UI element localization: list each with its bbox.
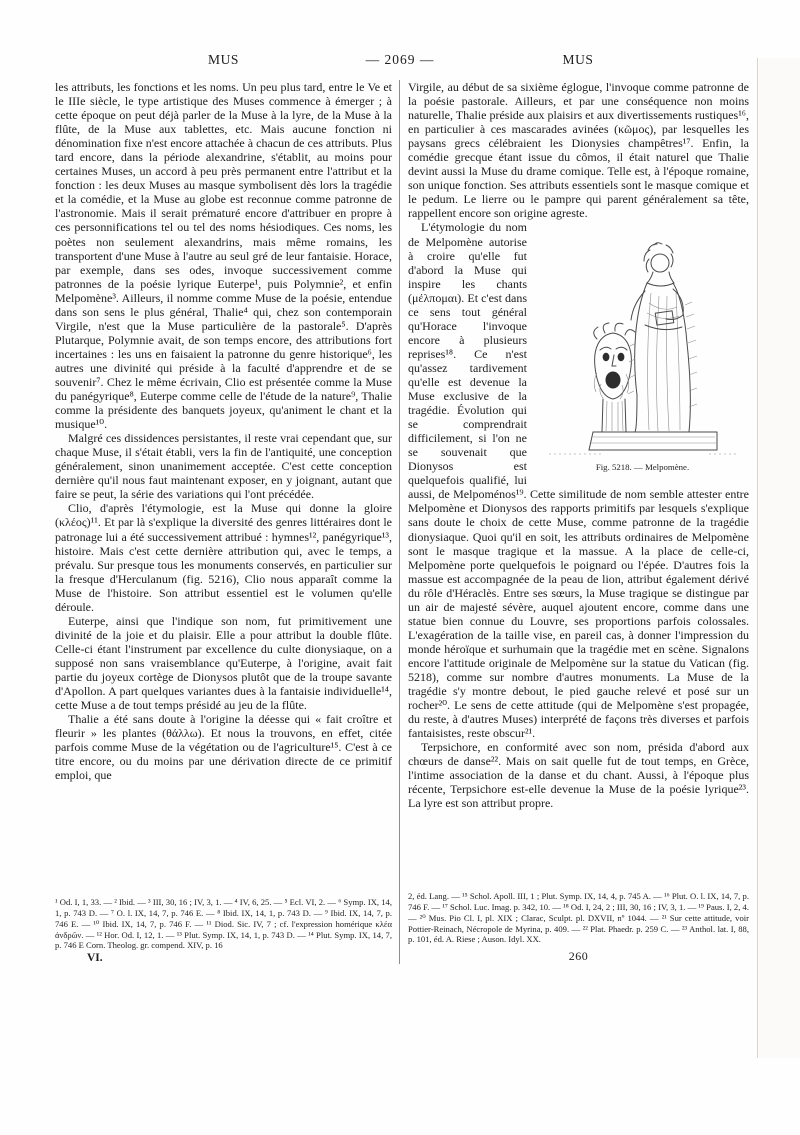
sheet-number: 260	[568, 949, 589, 963]
left-column-text	[55, 80, 392, 782]
figure-melpomene	[536, 233, 749, 472]
header-page-number: — 2069 —	[365, 52, 435, 67]
right-column-text	[408, 80, 749, 810]
paragraph: les attributs, les fonctions et les noms. Un peu plus tard, entre le Ve et le IIIe siècle, le type artistique des Muses commence à émerger ; à cette époque on peut déjà parler de la Muse à la lyre, de la Muse à la flûte, de la Muse aux tablettes, etc. Mais aucune fonction ni dénomination fixe n'est encore attachée à chacun de ces attributs. Plus tard encore, dans la période alexandrine, s'établit, au moins pour certaines Muses, un accord à peu près permanent entre l'attribut et la fonction : les deux Muses au masque symbolisent dès lors la tragédie et la comédie, et la Muse au globe est reconnue comme patronne de l'astronomie. Mais il serait prématuré encore d'attribuer en propre à ces personnifications tel ou tel des noms hésiodiques. Ces noms, les poètes non seulement alexandrins, mais même romains, les transportent d'une Muse à l'autre au seul gré de leur fantaisie. Horace, par exemple, dans ses odes, invoque successivement comme patronnes de la poésie lyrique Euterpe¹, puis Polymnie², et enfin Melpomène³. Ailleurs, il nomme comme Muse de la poésie, entendue dans son sens le plus général, Thalie⁴ qui, chez son contemporain Virgile, n'est que la Muse particulière de la pastorale⁵. D'après Plutarque, Polymnie avait, de son temps encore, des attributions fort incertaines : les uns en faisaient la patronne du genre historique⁶, les autres une divinité qui préside à la faculté d'apprendre et de se souvenir⁷. Chez le même écrivain, Clio est présentée comme la Muse du panégyrique⁸, Euterpe comme celle de l'étude de la nature⁹, Thalie comme la présidente des banquets joyeux, qu'animent le chant et la musique¹⁰.	[55, 80, 392, 432]
left-column	[55, 80, 392, 964]
figure-caption: Fig. 5218. — Melpomène.	[595, 462, 690, 473]
paragraph-with-figure	[408, 220, 749, 740]
paragraph-text: L'étymologie du nom de Melpomène autorise à croire qu'elle fut d'abord la Muse qui inspire les chants (μέλπομαι). Et c'est dans ce sens tout général qu'Horace l'invoque encore à plusieurs reprises¹⁸. Ce n'est qu'assez tardivement qu'elle est devenue la Muse exclusive de la tragédie. Évolution qui se comprendrait difficilement, si l'on ne se souvenait que Dionysos est quelquefois qualifié, lui aussi, de Melpoménos¹⁹. Cette similitude de nom semble attester entre Melpomène et Dionysos des rapports primitifs par lesquels s'explique sans doute le choix de cette Muse, comme patronne de la tragédie dionysiaque. Quoi qu'il en soit, les attributs ordinaires de Melpomène sont le masque tragique et la massue. A la place de celle-ci, Melpomène porte quelquefois le poignard ou l'épée. D'autres fois la massue est accompagnée de la peau de lion, attribut également dérivé du rôle d'Héraclès. Entre ses sœurs, la Muse tragique se distingue par un air de majesté sévère, auquel ajoutent encore, comme dans une statue bien connue du Louvre, ses proportions parfois colossales. L'exagération de la taille vise, en pareil cas, à donner l'impression du monde héroïque et surhumain que la tragédie met en scène. Signalons encore l'attitude originale de Melpomène sur la statue du Vatican (fig. 5218), comme sur nombre d'autres monuments. La Muse de la tragédie s'y montre debout, le pied gauche relevé et posé sur un rocher²⁰. Le sens de cette attitude (qui de Melpomène s'est propagée, du reste, à d'autres Muses) interprété de façons très diverses et parfois fantaisistes, reste obscur²¹.	[408, 220, 749, 741]
paragraph: Malgré ces dissidences persistantes, il reste vrai cependant que, sur chaque Muse, il s'était établi, vers la fin de l'antiquité, une conception généralement, sinon unanimement acceptée. C'est cette conception dernière qu'il nous faut maintenant exposer, en y joignant, autant que faire se peut, la série des variations qui l'ont précédée.	[55, 431, 392, 502]
column-divider-rule	[399, 80, 400, 964]
page-edge-line	[757, 58, 758, 1058]
volume-signature: VI.	[87, 952, 103, 964]
footnotes-left: ¹ Od. I, 1, 33. — ² Ibid. — ³ III, 30, 16 ; IV, 3, 1. — ⁴ IV, 6, 25. — ⁵ Ecl. VI, 2. — ⁶ Symp. IX, 14, 1, p. 743 D. — ⁷ O. l. IX, 14, 7, p. 746 E. — ⁸ Ibid. IX, 14, 1, p. 743 D. — ⁹ Ibid. IX, 14, 7, p. 746 E. — ¹⁰ Ibid. IX, 14, 7, p. 746 F. — ¹¹ Diod. Sic. IV, 7 ; cf. l'expression homérique κλέα ἀνδρῶν. — ¹² Hor. Od. I, 12, 1. — ¹³ Plut. Symp. IX, 14, 1, p. 743 D. — ¹⁴ Plut. Symp. IX, 14, 7, p. 746 E Corn. Theolog. gr. compend. XIV, p. 16	[55, 897, 392, 951]
melpomene-statue-illustration	[539, 233, 747, 457]
paragraph: Euterpe, ainsi que l'indique son nom, fut primitivement une divinité de la joie et du plaisir. Elle a pour attribut la double flûte. Celle-ci étant l'instrument par excellence du culte dionysiaque, on a supposé non sans vraisemblance qu'Euterpe, à l'origine, avait fait partie du joyeux cortège de Dionysos plutôt que de la troupe savante d'Apollon. A part quelques variantes dues à la fantaisie individuelle¹⁴, cette Muse a de tout temps présidé au jeu de la flûte.	[55, 613, 392, 713]
paragraph: Terpsichore, en conformité avec son nom, présida d'abord aux chœurs de danse²². Mais on sait quelle fut de tout temps, en Grèce, l'intime association de la danse et du chant. Aussi, à l'époque plus récente, Terpsichore est-elle devenue la Muse de la poésie lyrique²³. La lyre est son attribut propre.	[408, 740, 749, 811]
running-header	[0, 52, 800, 72]
paragraph: Thalie a été sans doute à l'origine la déesse qui « fait croître et fleurir » les plantes (θάλλω). Et nous la trouvons, en effet, citée parfois comme Muse de la végétation ou de l'agriculture¹⁵. C'est à ce titre encore, ou du moins par une dérivation directe de ce primitif emploi, que	[55, 712, 392, 783]
right-column	[408, 80, 749, 964]
page-edge-margin	[759, 58, 800, 1058]
paragraph: Clio, d'après l'étymologie, est la Muse qui donne la gloire (κλέος)¹¹. Et par là s'explique la diversité des genres littéraires dont le patronage lui a été successivement attribué : hymnes¹², panégyrique¹³, histoire. Mais c'est cette dernière attribution qui, avec le temps, a prévalu. Sur presque tous les monuments conservés, en particulier sur la fresque d'Herculanum (fig. 5216), Clio nous apparaît comme la Muse de l'histoire. Son attribut essentiel est le volumen qu'elle déroule.	[55, 501, 392, 614]
text-columns	[55, 80, 749, 964]
paragraph: Virgile, au début de sa sixième églogue, l'invoque comme patronne de la poésie pastorale. Ailleurs, et par une conséquence non moins naturelle, Thalie préside aux plaisirs et aux divertissements rustiques¹⁶, en particulier à ces mascarades avinées (κῶμος), par lesquelles les paysans grecs célébraient les Dionysies champêtres¹⁷. Enfin, la comédie grecque étant issue du cômos, il était naturel que Thalie devint aussi la Muse du drame comique. Telle est, à l'époque romaine, son unique fonction. Ses attributs essentiels sont le masque comique et le pedum. Le lierre ou le pampre qui parent généralement sa tête, rappellent encore son origine agreste.	[408, 80, 749, 221]
running-title-left: MUS	[207, 52, 240, 67]
running-title-right: MUS	[562, 52, 594, 67]
footnotes-right: 2, éd. Lang. — ¹⁵ Schol. Apoll. III, 1 ; Plut. Symp. IX, 14, 4, p. 745 A. — ¹⁶ Plut. O. l. IX, 14, 7, p. 746 F. — ¹⁷ Schol. Luc. Imag. p. 342, 10. — ¹⁸ Od. I, 24, 2 ; III, 30, 16 ; IV, 3, 1. — ¹⁹ Paus. I, 2, 4. — ²⁰ Mus. Pio Cl. I, pl. XIX ; Clarac, Sculpt. pl. DXVII, nº 1044. — ²¹ Sur cette attitude, voir Pottier-Reinach, Nécropole de Myrina, p. 409. — ²² Plat. Phaedr. p. 259 C. — ²³ Anthol. lat. I, 88, p. 101, éd. A. Riese ; Auson. Idyl. XX.	[408, 891, 749, 945]
